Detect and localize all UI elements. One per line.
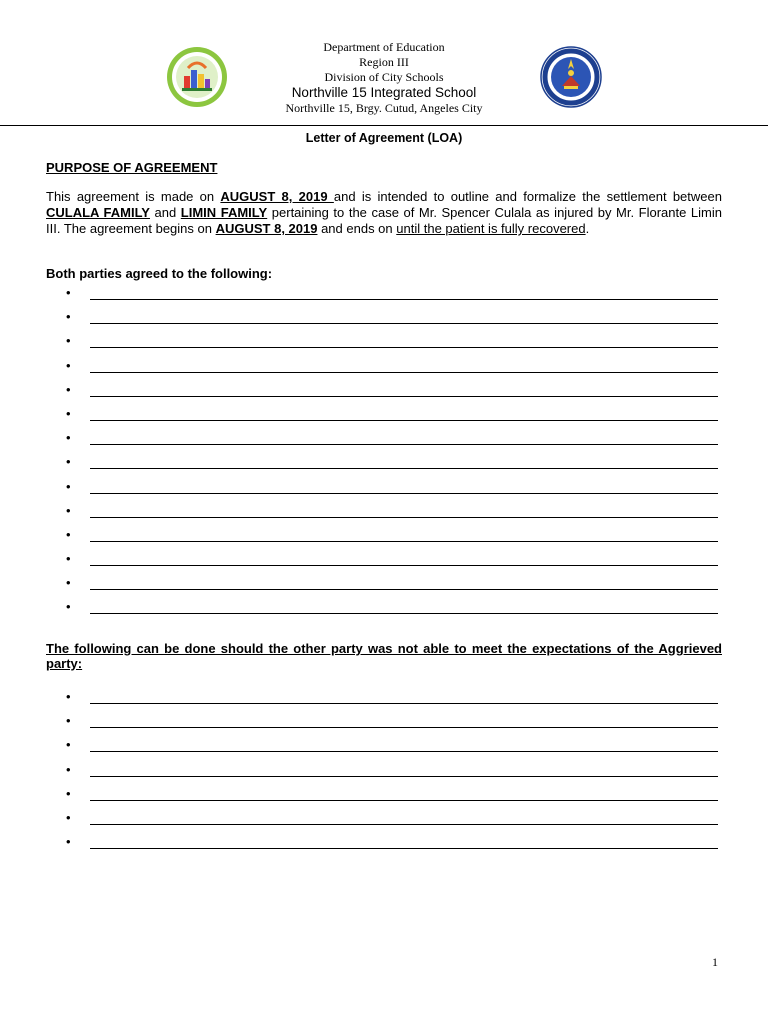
bullet-icon: • <box>66 405 71 421</box>
para-text-5: and ends on <box>317 221 397 236</box>
blank-fill-line[interactable] <box>90 589 718 590</box>
list-item <box>0 712 768 736</box>
list-item <box>0 526 768 550</box>
page-number: 1 <box>712 955 718 969</box>
header-divider <box>0 125 768 126</box>
fallback-actions-list <box>0 688 768 857</box>
list-item <box>0 809 768 833</box>
party-one: CULALA FAMILY <box>46 205 150 220</box>
para-text-3: and <box>149 205 181 220</box>
list-item <box>0 332 768 356</box>
bullet-icon: • <box>66 834 71 850</box>
list-item <box>0 574 768 598</box>
blank-fill-line[interactable] <box>90 493 718 494</box>
list-item <box>0 785 768 809</box>
blank-fill-line[interactable] <box>90 824 718 825</box>
bullet-icon: • <box>66 478 71 494</box>
blank-fill-line[interactable] <box>90 468 718 469</box>
list-item <box>0 598 768 622</box>
fallback-heading: The following can be done should the other party was not able to meet the expectations of the Aggrieved party: <box>46 641 722 671</box>
bullet-icon: • <box>66 454 71 470</box>
both-parties-heading: Both parties agreed to the following: <box>46 266 273 281</box>
list-item <box>0 502 768 526</box>
blank-fill-line[interactable] <box>90 420 718 421</box>
blank-fill-line[interactable] <box>90 299 718 300</box>
bullet-icon: • <box>66 381 71 397</box>
blank-fill-line[interactable] <box>90 444 718 445</box>
blank-fill-line[interactable] <box>90 372 718 373</box>
agreement-terms-list <box>0 284 768 623</box>
list-item <box>0 429 768 453</box>
end-condition: until the patient is fully recovered <box>396 221 586 236</box>
para-text-2: and is intended to outline and formalize the settlement between <box>333 189 722 204</box>
blank-fill-line[interactable] <box>90 751 718 752</box>
list-item <box>0 308 768 332</box>
blank-fill-line[interactable] <box>90 517 718 518</box>
begin-date: AUGUST 8, 2019 <box>215 221 318 236</box>
blank-fill-line[interactable] <box>90 703 718 704</box>
blank-fill-line[interactable] <box>90 727 718 728</box>
division-name: Division of City Schools <box>324 70 444 84</box>
list-item <box>0 357 768 381</box>
party-two: LIMIN FAMILY <box>180 205 268 220</box>
blank-fill-line[interactable] <box>90 396 718 397</box>
list-item <box>0 284 768 308</box>
bullet-icon: • <box>66 809 71 825</box>
list-item <box>0 736 768 760</box>
list-item <box>0 381 768 405</box>
agreement-paragraph <box>46 189 722 237</box>
school-seal-icon <box>166 46 228 108</box>
bullet-icon: • <box>66 713 71 729</box>
bullet-icon: • <box>66 737 71 753</box>
bullet-icon: • <box>66 689 71 704</box>
list-item <box>0 833 768 857</box>
bullet-icon: • <box>66 333 71 349</box>
bullet-icon: • <box>66 526 71 542</box>
region-name: Region III <box>359 55 409 69</box>
document-title: Letter of Agreement (LOA) <box>305 131 463 145</box>
list-item <box>0 550 768 574</box>
para-text-1: This agreement is made on <box>46 189 221 204</box>
bullet-icon: • <box>66 285 71 300</box>
para-text-4: pertaining to the case of Mr. Spencer Culala as injured by Mr. Florante Limin III. The agreement begins on <box>46 205 722 236</box>
start-date: AUGUST 8, 2019 <box>220 189 334 204</box>
bullet-icon: • <box>66 761 71 777</box>
deped-seal-icon <box>540 46 602 108</box>
blank-fill-line[interactable] <box>90 776 718 777</box>
bullet-icon: • <box>66 599 71 615</box>
bullet-icon: • <box>66 785 71 801</box>
bullet-icon: • <box>66 357 71 373</box>
bullet-icon: • <box>66 430 71 446</box>
list-item <box>0 761 768 785</box>
bullet-icon: • <box>66 575 71 591</box>
blank-fill-line[interactable] <box>90 800 718 801</box>
bullet-icon: • <box>66 309 71 325</box>
list-item <box>0 453 768 477</box>
school-name: Northville 15 Integrated School <box>291 85 477 100</box>
letterhead-text <box>234 40 534 116</box>
blank-fill-line[interactable] <box>90 347 718 348</box>
list-item <box>0 688 768 712</box>
department-name: Department of Education <box>323 40 445 54</box>
letterhead <box>0 38 768 118</box>
bullet-icon: • <box>66 502 71 518</box>
blank-fill-line[interactable] <box>90 848 718 849</box>
list-item <box>0 405 768 429</box>
blank-fill-line[interactable] <box>90 323 718 324</box>
school-address: Northville 15, Brgy. Cutud, Angeles City <box>285 101 483 115</box>
para-text-6: . <box>585 221 590 236</box>
purpose-heading: PURPOSE OF AGREEMENT <box>46 160 218 175</box>
bullet-icon: • <box>66 551 71 567</box>
blank-fill-line[interactable] <box>90 541 718 542</box>
list-item <box>0 478 768 502</box>
blank-fill-line[interactable] <box>90 565 718 566</box>
blank-fill-line[interactable] <box>90 613 718 614</box>
